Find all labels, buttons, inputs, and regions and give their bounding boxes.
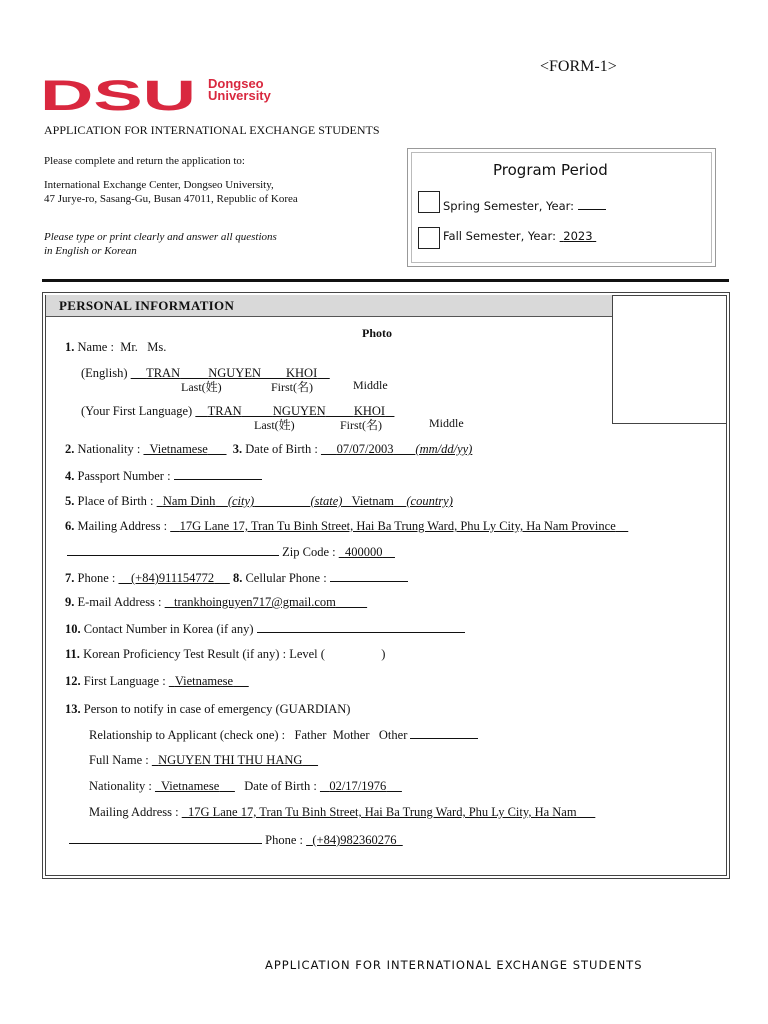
form-id: <FORM-1> [540, 58, 617, 75]
guardian-relationship-row: Relationship to Applicant (check one) : Father Mother Other [89, 727, 478, 743]
intro-note-2: in English or Korean [44, 245, 137, 257]
guardian-mailing-line-2[interactable] [69, 832, 262, 844]
first-language-field[interactable]: Vietnamese [174, 674, 234, 688]
topik-level-field[interactable] [325, 647, 381, 661]
section-title: PERSONAL INFORMATION [59, 298, 235, 313]
nationality-field[interactable]: Vietnamese [149, 442, 208, 456]
guardian-nationality-row: Nationality : Vietnamese Date of Birth : 02/17/1976 [89, 779, 402, 794]
program-period-title: Program Period [493, 161, 608, 179]
logo-name-line1: Dongseo [208, 76, 264, 91]
logo-name-line2: University [208, 88, 271, 103]
caption-last: Last(姓) [181, 380, 222, 394]
program-period-box [407, 148, 716, 267]
first-language-name-row: (Your First Language) TRAN NGUYEN KHOI [81, 404, 394, 419]
field-name: 1. Name : Mr. Ms. [65, 340, 167, 354]
section-header [46, 295, 612, 317]
spring-year-field[interactable] [578, 198, 606, 210]
mailing-address-field[interactable]: 17G Lane 17, Tran Tu Binh Street, Hai Ba Trung Ward, Phu Ly City, Ha Nam Province [179, 519, 616, 533]
logo-name [208, 78, 271, 102]
place-of-birth-field[interactable]: Nam Dinh (city) (state) Vietnam (country) [162, 494, 453, 508]
caption-first-2: First(名) [340, 418, 383, 432]
logo-letters: DSU [40, 76, 196, 114]
caption-middle-2: Middle [429, 416, 464, 430]
field-nationality-dob: 2. Nationality : Vietnamese 3. Date of Birth : 07/07/2003 (mm/dd/yy) [65, 442, 473, 456]
fall-semester-checkbox[interactable] [418, 227, 440, 249]
field-mailing-address: 6. Mailing Address : 17G Lane 17, Tran Tu Binh Street, Hai Ba Trung Ward, Phu Ly City, Ha Nam Province [65, 519, 628, 534]
university-logo [40, 76, 310, 116]
english-name-row: (English) TRAN NGUYEN KHOI [81, 366, 330, 381]
intro-instruction: Please complete and return the application to: [44, 155, 245, 167]
dob-field[interactable]: 07/07/2003 (mm/dd/yy) [336, 442, 473, 456]
mailing-address-line-2[interactable] [67, 544, 279, 556]
guardian-mailing-field[interactable]: 17G Lane 17, Tran Tu Binh Street, Hai Ba Trung Ward, Phu Ly City, Ha Nam [187, 805, 577, 819]
caption-first: First(名) [271, 380, 314, 394]
spring-semester-checkbox[interactable] [418, 191, 440, 213]
photo-box[interactable] [612, 295, 727, 424]
intro-address-1: International Exchange Center, Dongseo University, [44, 179, 274, 191]
guardian-phone-field[interactable]: (+84)982360276 [312, 833, 397, 847]
field-passport: 4. Passport Number : [65, 468, 262, 484]
guardian-full-name-row: Full Name : NGUYEN THI THU HANG [89, 753, 318, 768]
field-zip-code: Zip Code : 400000 [67, 544, 395, 560]
field-first-language: 12. First Language : Vietnamese [65, 674, 249, 689]
zip-code-field[interactable]: 400000 [344, 545, 383, 559]
guardian-mailing-row: Mailing Address : 17G Lane 17, Tran Tu Binh Street, Hai Ba Trung Ward, Phu Ly City, Ha Nam [89, 805, 595, 820]
email-field[interactable]: trankhoinguyen717@gmail.com [174, 595, 336, 609]
field-phone: 7. Phone : (+84)911154772 8. Cellular Phone : [65, 570, 408, 586]
caption-last-2: Last(姓) [254, 418, 295, 432]
guardian-nationality-field[interactable]: Vietnamese [161, 779, 220, 793]
caption-middle: Middle [353, 378, 388, 392]
cellular-phone-field[interactable] [330, 570, 408, 582]
spring-semester-label: Spring Semester, Year: [443, 198, 606, 213]
field-guardian: 13. Person to notify in case of emergency (GUARDIAN) [65, 702, 351, 716]
first-language-name-field[interactable]: TRAN NGUYEN KHOI [207, 404, 386, 418]
field-korea-contact: 10. Contact Number in Korea (if any) [65, 621, 465, 637]
english-last-name[interactable]: TRAN NGUYEN KHOI [146, 366, 318, 380]
phone-field[interactable]: (+84)911154772 [130, 571, 215, 585]
korea-contact-field[interactable] [257, 621, 465, 633]
other-relationship-field[interactable] [410, 727, 478, 739]
field-email: 9. E-mail Address : trankhoinguyen717@gmail.com [65, 595, 367, 610]
section-divider [42, 279, 729, 282]
guardian-phone-row: Phone : (+84)982360276 [69, 832, 403, 848]
guardian-full-name-field[interactable]: NGUYEN THI THU HANG [158, 753, 303, 767]
guardian-dob-field[interactable]: 02/17/1976 [329, 779, 387, 793]
dsu-logo-mark [40, 76, 200, 114]
passport-number-field[interactable] [174, 468, 262, 480]
footer-title: APPLICATION FOR INTERNATIONAL EXCHANGE STUDENTS [265, 958, 643, 972]
photo-label: Photo [362, 326, 392, 340]
field-korean-proficiency: 11. Korean Proficiency Test Result (if any) : Level ( ) [65, 647, 386, 661]
intro-address-2: 47 Jurye-ro, Sasang-Gu, Busan 47011, Republic of Korea [44, 193, 298, 205]
fall-year-field[interactable]: 2023 [563, 229, 593, 243]
intro-note-1: Please type or print clearly and answer all questions [44, 231, 277, 243]
document-title: APPLICATION FOR INTERNATIONAL EXCHANGE STUDENTS [44, 123, 380, 137]
fall-semester-label: Fall Semester, Year: 2023 [443, 229, 596, 243]
field-place-of-birth: 5. Place of Birth : Nam Dinh (city) (state) Vietnam (country) [65, 494, 453, 508]
